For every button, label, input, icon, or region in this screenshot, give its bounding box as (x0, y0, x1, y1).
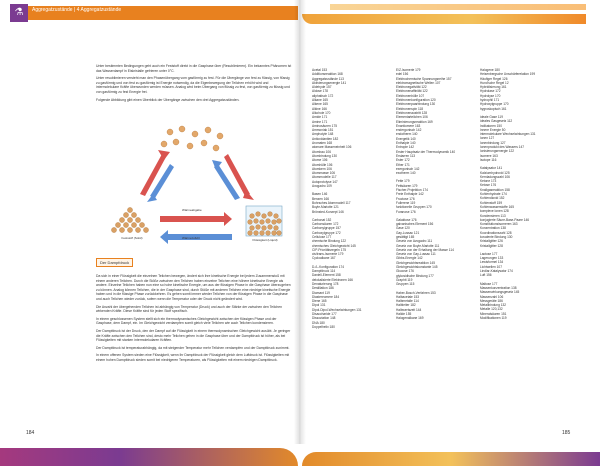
page-number-left: 184 (26, 430, 35, 436)
index-entry: Aldehyde 157 (312, 85, 332, 90)
index-entry: Massenwirkungsgesetz 145 (480, 290, 520, 295)
index-entry: Haber-Bosch-Verfahren 153 (396, 290, 436, 295)
index-entry: Alkane 165 (312, 98, 328, 103)
index-entry: Furanose 176 (396, 209, 416, 214)
index-entry: Dipol 131 (312, 303, 326, 308)
index-entry: Gleichgewichtsreaktion 145 (396, 260, 435, 265)
index-entry: Indikatoren 150 (480, 123, 502, 128)
index-entry: Gesetz von Gay-Lussac 111 (396, 252, 436, 257)
index-entry: Ionisierungsenergie 122 (480, 149, 515, 154)
index-entry: Atomhülle 106 (312, 162, 333, 167)
index-entry: Amphotyle 148 (312, 132, 334, 137)
index-entry: Elektrochemische Spannungsreihe 157 (396, 76, 452, 81)
index-entry: Halbwertszeit 144 (396, 307, 422, 312)
index-entry: hydrophil 171 (480, 98, 500, 103)
index-entry: Atombindung 130 (312, 153, 337, 158)
index-entry: cis/trans-Isomerie 179 (312, 252, 344, 257)
index-entry: Lindlar-Katalysator 174 (480, 269, 513, 274)
index-entry: Isomere 163 (480, 153, 498, 158)
index-entry: elektromagnetische Wellen 107 (396, 80, 441, 85)
index-entry: Gesetz von Boyle-Mariotte 111 (396, 243, 440, 248)
index-entry: Fischer-Projektion 174 (396, 188, 428, 193)
left-page-lower-text (96, 274, 292, 366)
index-entry: aliphatisch 172 (312, 93, 334, 98)
index-entry: Carbonat 152 (312, 217, 332, 222)
index-entry: Hydroxylgruppe 170 (480, 102, 509, 107)
index-entry: Fructose 176 (396, 196, 415, 201)
index-entry: Kohlenstoff 159 (480, 200, 503, 205)
index-entry: Alkine 166 (312, 106, 327, 111)
solid-label: Feststoff (Solid) (121, 236, 143, 240)
index-entry: Halogene 180 (480, 68, 500, 72)
index-entry: Doppelhelix 180 (312, 324, 335, 329)
index-entry: Koordinationszahl 128 (480, 230, 512, 235)
index-entry: Luft 156 (480, 273, 492, 278)
index-entry: DNA 180 (312, 320, 325, 325)
index-entry: Halogenalkane 169 (396, 316, 424, 321)
index-entry: ideales Gasgesetz 112 (480, 119, 513, 124)
index-entry: Hydrolase 172 (480, 89, 501, 94)
index-entry: Kernladungszahl 106 (480, 174, 510, 179)
header-accent-right-2 (330, 4, 586, 10)
index-entry: Atombau 106 (312, 149, 331, 154)
bottom-wave-left (0, 448, 298, 466)
index-entry: Aminosäuren 175 (312, 123, 337, 128)
paragraph: Die Anzahl der übergehenden Teilchen ist abhängig von Temperatur (Druck) und auch der Stärke der zwischen den Teilchen wirkenden Kräfte. Diese Kräfte sind für jeden Stoff spezifisch. (96, 304, 283, 314)
index-entry: Boyle-Mariotte 121 (312, 205, 339, 210)
index-entry: Bohrsches Atommodell 117 (312, 200, 351, 205)
index-entry: Lactose 177 (480, 251, 498, 256)
index-entry: Aldose 178 (312, 89, 328, 94)
index-entry: Gay-Lussac 121 (396, 230, 420, 235)
index-entry: Isotope 116 (480, 157, 497, 162)
index-entry: Dipol-Dipol-Wechselwirkungen 131 (312, 307, 362, 312)
index-entry: Elektronenspin 118 (396, 106, 424, 111)
index-entry: Ketone 173 (480, 179, 497, 184)
index-entry: Konzentration 138 (480, 226, 506, 231)
index-entry: Kristallgitter 126 (480, 239, 503, 244)
paragraph: Da sich in einer Flüssigkeit die einzelnen Teilchen bewegen, ändert sich ihre kinetische Energie bei jedem Zusammenstoß mit einem anderen Teilchen. Durch die Stöße zwischen den Teilchen haben einzelne Teilchen eine höhere kinetische Energie als andere. Einzelne Teilchen haben nun eine so hohe kinetische Energie, um aus der flüssigen Phase in die Gasphase überzugehen zu können. Analog können Teilchen, die in der Gasphase sind, durch Stöße mit anderen Teilchen eine niedrige kinetische Energie haben und in die flüssige Phase zurückkehren. Es gehen somit immer wieder Teilchen von der flüssigen Phase in die Gasphase und auch Teilchen wieder zurück, sofern wenn die Temperatur oder der Druck nicht geändert wird. (96, 274, 291, 301)
index-entry: Massenzahl 106 (480, 294, 504, 299)
index-entry: komplexe Ionen 128 (480, 209, 509, 214)
index-column-3 (480, 68, 552, 320)
index-entry: Halide 155 (396, 312, 412, 317)
index-entry: Hund'sche Regel 12 (480, 80, 509, 85)
index-entry: Eliminierungsreaktion 169 (396, 119, 433, 124)
index-entry: funktionelle Gruppen 170 (396, 205, 432, 210)
index-entry: Aggregatzustände 113 (312, 76, 344, 81)
index-entry: Heisenbergsche Unschärferelation 199 (480, 72, 536, 77)
index-entry: Ether 171 (396, 162, 410, 167)
index-entry: Benzen 166 (312, 196, 330, 201)
index-entry: E/Z-Isomerie 179 (396, 68, 421, 72)
index-entry: Dampfdruck 114 (312, 269, 336, 274)
index-entry: Mineralsäuren 151 (480, 311, 507, 316)
page-number-right: 185 (562, 430, 571, 436)
index-entry: Diamant 119 (312, 290, 330, 295)
paragraph: In einem geschlossenen System stellt sich ein thermodynamisches Gleichgewicht zwischen der flüssigen Phase und der Gasphase, dem Dampf, ein. Im Gleichgewicht verdampfen somit gleich viele Teilchen wie auch Teilchen kondensieren. (96, 316, 277, 326)
index-entry: Carboxylgruppe 172 (312, 230, 341, 235)
index-entry: Metalle 120,132 (480, 307, 503, 312)
section-heading-dampfdruck: Der Dampfdruck (96, 258, 133, 267)
index-entry: Hybridisierung 161 (480, 85, 507, 90)
book-spine (294, 0, 306, 466)
index-entry: Ammoniak 151 (312, 128, 334, 133)
index-entry: Carbonylgruppe 157 (312, 226, 341, 231)
index-entry: Kohlenwasserstoffe 165 (480, 204, 514, 209)
index-entry: Diene 165 (312, 299, 327, 304)
heat-supply-label: Wärmezufuhr (182, 236, 201, 240)
index-entry: Diastereomere 184 (312, 294, 340, 299)
index-entry: Atome 106 (312, 158, 328, 163)
paragraph: Unter resublimieren versteht man den Phasenübergang vom gasförmig zu fest. Für die Übergänge von fest zu flüssig, von flüssig zu gasförmig und von fest zu gasförmig ist Energie notwendig, da die Eigenbewegung der Teilchen erhöht wird und intermolekulare Kräfte überwunden werden müssen. Analog wird beim Übergang von flüssig zu fest, von gasförmig zu flüssig und von gasförmig zu fest Energie frei. (96, 76, 290, 94)
index-entry: Ionenprodukt des Wassers 147 (480, 145, 525, 150)
index-entry: Gibbs-Energie 142 (396, 256, 423, 261)
index-entry: kovalente Bindung 130 (480, 234, 513, 239)
paragraph: Der Dampfdruck ist temperaturabhängig, da mit steigender Temperatur mehr Teilchen verdampfen und der Dampfdruck zunimmt. (96, 345, 290, 350)
index-entry: Ionenbindung 127 (480, 140, 506, 145)
phase-diagram-svg (100, 124, 290, 254)
index-entry: edel 156 (396, 72, 409, 77)
index-entry: endergonisch 142 (396, 128, 422, 133)
index-entry: Cycloalkane 167 (312, 256, 336, 261)
index-entry: Amine 171 (312, 119, 328, 124)
index-entry: Amide 171 (312, 115, 328, 120)
index-entry: Daniell-Element 158 (312, 273, 341, 278)
index-entry: chemische Bindung 122 (312, 239, 347, 244)
index-entry: Gesetz von der Erhaltung der Masse 114 (396, 247, 454, 252)
index-entry: Kondensieren 113 (480, 213, 506, 218)
index-entry: Aromaten 168 (312, 141, 333, 146)
index-entry: Disaccharide 177 (312, 312, 337, 317)
index-entry: hygroskopisch 161 (480, 106, 507, 111)
index-entry: ideale Gase 119 (480, 114, 503, 119)
index-entry: Energetik 140 (396, 136, 416, 141)
index-entry: Metallbindung 132 (480, 303, 507, 308)
index-entry: Additionsreaktion 168 (312, 72, 343, 77)
index-entry: galvanisches Element 156 (396, 222, 434, 227)
index-entry: Halbacetale 153 (396, 294, 420, 299)
index-entry: Hydrolyse 170 (480, 93, 501, 98)
index-entry: Maltose 177 (480, 281, 498, 286)
index-entry: gesättigt 165 (396, 234, 415, 239)
index-entry: Kristallgitter 128 (480, 243, 503, 248)
index-entry: Antioxidantien 182 (312, 136, 339, 141)
index-entry: Acetal 153 (312, 68, 328, 72)
index-entry: Ester 172 (396, 158, 410, 163)
index-entry: Graphit 119 (396, 277, 413, 282)
index-entry: Erster Hauptsatz der Thermodynamik 140 (396, 149, 456, 154)
index-entry: Atommodelle 117 (312, 175, 337, 180)
index-entry: Avogadro 109 (312, 184, 332, 189)
index-entry: Kohlenhydrate 174 (480, 192, 507, 197)
index-entry: delokalisierte Elektronen 166 (312, 277, 353, 282)
index-entry: Aktivierungsenergie 141 (312, 80, 347, 85)
index-entry: intermolekulare Wechselwirkungen 131 (480, 132, 536, 137)
index-entry: Halbleiter 182 (396, 303, 416, 308)
index-entry: Gesetz von Avogadro 111 (396, 239, 433, 244)
index-entry: Destillation 186 (312, 286, 334, 291)
index-entry: Messgeräte 186 (480, 298, 503, 303)
paragraph: In einem offenen System sieden eine Flüssigkeit, wenn ihr Dampfdruck der Flüssigkeit gleich dem Luftdruck ist. Flüssigkeiten mit einem hohen Dampfdruck sieden somit bei niedrigeren Temperaturen, als Flüssigkeiten mit einem niedrigen Dampfdruck. (96, 353, 290, 362)
index-entry: Fullerene 119 (396, 200, 416, 205)
index-entry: Brönsted-Konzept 146 (312, 209, 344, 214)
index-entry: Alkohole 170 (312, 110, 331, 115)
heat-release-label: Wärmeabgabe (182, 208, 202, 212)
liquid-label: Flüssigkeit (Liquid) (252, 238, 278, 242)
index-entry: Ionen 127 (480, 136, 495, 141)
index-entry: exotherm 140 (396, 171, 416, 176)
bottom-decoration (0, 444, 600, 466)
index-entry: Carbonsäuren 172 (312, 222, 339, 227)
index-entry: Freie Enthalpie 142 (396, 192, 424, 197)
index-entry: Gruppen 115 (396, 282, 415, 287)
index-entry: Lichtwellen 107 (480, 264, 502, 269)
index-entry: Entropie 142 (396, 145, 415, 150)
index-entry: Elektronegativität 122 (396, 85, 427, 90)
index-entry: Elektronenhülle 107 (396, 93, 425, 98)
index-entry: Gase 120 (396, 226, 410, 231)
index-entry: Elektronenkonfiguration 120 (396, 98, 436, 103)
index-entry: Knallgasreaktion 158 (480, 187, 510, 192)
index-entry: Cellulose 177 (312, 234, 332, 239)
index-entry: Massenkonzentration 138 (480, 285, 517, 290)
index-entry: Fette 179 (396, 179, 410, 184)
index-entry: chemisches Gleichgewicht 145 (312, 243, 356, 248)
index-entry: Gleichgewichtskonstante 145 (396, 265, 438, 270)
index-entry: Fettsäuren 179 (396, 183, 418, 188)
index-entry: atomare Masseneinheit 106 (312, 145, 352, 150)
phase-transition-figure (100, 124, 290, 254)
index-entry: Kohlendioxid 152 (480, 196, 505, 201)
index-entry: Ketose 176 (480, 183, 497, 188)
index-entry: Autoprotolyse 147 (312, 179, 338, 184)
index-entry: Atomkern 106 (312, 166, 332, 171)
index-entry: Lagerungen 133 (480, 256, 504, 261)
index-entry: Elementarteilchen 106 (396, 115, 428, 120)
flask-icon: ⚗ (10, 4, 28, 22)
index-entry: endotherm 140 (396, 132, 418, 137)
index-entry: Katalysator 141 (480, 166, 503, 171)
index-entry: Halbmetalle 114 (396, 299, 419, 304)
index-entry: Erstarren 113 (396, 153, 416, 158)
index-entry: Galaktose 176 (396, 217, 417, 222)
index-entry: Basen 146 (312, 192, 328, 197)
header-title: Aggregatzustände | 4 Aggregatzustände (32, 7, 122, 13)
index-entry: Enantiomere 163 (396, 123, 421, 128)
index-entry: Glucose 176 (396, 269, 414, 274)
header-accent-right (302, 14, 586, 24)
bottom-wave-right (302, 452, 600, 466)
index-entry: Modifikationen 119 (480, 316, 507, 321)
index-entry: Elektronenaustritt 128 (396, 110, 428, 115)
paragraph: Unter bestimmten Bedingungen geht auch ein Feststoff direkt in die Gasphase über (Resublimieren). Ein bekanntes Phänomen ist das Wasserdampf in Eiskristalle gefrieren unter 0°C. (96, 64, 292, 73)
index-entry: Enthalpie 140 (396, 141, 416, 146)
paragraph: Folgende Abbildung gibt einen Überblick der Übergänge zwischen den drei Aggregatzuständen. (96, 97, 240, 102)
index-entry: Atommasse 106 (312, 171, 336, 176)
index-entry: D-/L-Konfiguration 174 (312, 264, 345, 269)
index-entry: konjugierte Säure-Base-Paare 146 (480, 217, 530, 222)
paragraph: Der Dampfdruck ist der Druck, den der Dampf auf die Flüssigkeit in einem thermodynamischen Gleichgewicht ausübt. Je geringer die Kräfte zwischen den Teilchen sind, desto mehr Teilchen gehen in die Gasphase über und der Dampfdruck ist höher, als bei Flüssigkeiten mit starken intermolekularen Kräften. (96, 328, 291, 343)
index-entry: exergonisch 142 (396, 166, 420, 171)
index-entry: Konstitutionsisomeren 163 (480, 222, 518, 227)
index-column-2 (396, 68, 468, 321)
index-entry: Lewisformel 134 (480, 260, 504, 265)
index-entry: Dissoziation 148 (312, 316, 336, 321)
index-entry: Elektronenpaarbindung 130 (396, 102, 436, 107)
index-entry: Häufiger Regel 126 (480, 76, 508, 81)
index-entry: Kalziumhydroxid 125 (480, 170, 510, 175)
index-entry: Elektronenaffinität 122 (396, 89, 428, 94)
index-column-1 (312, 68, 384, 329)
left-page-intro (96, 64, 292, 105)
index-entry: Denaturierung 178 (312, 281, 339, 286)
index-entry: CIP-Prioritätsregeln 175 (312, 247, 347, 252)
index-entry: Innere Energie 50 (480, 127, 506, 132)
index-entry: Alkene 165 (312, 102, 328, 107)
index-entry: glykosidische Bindung 177 (396, 273, 434, 278)
